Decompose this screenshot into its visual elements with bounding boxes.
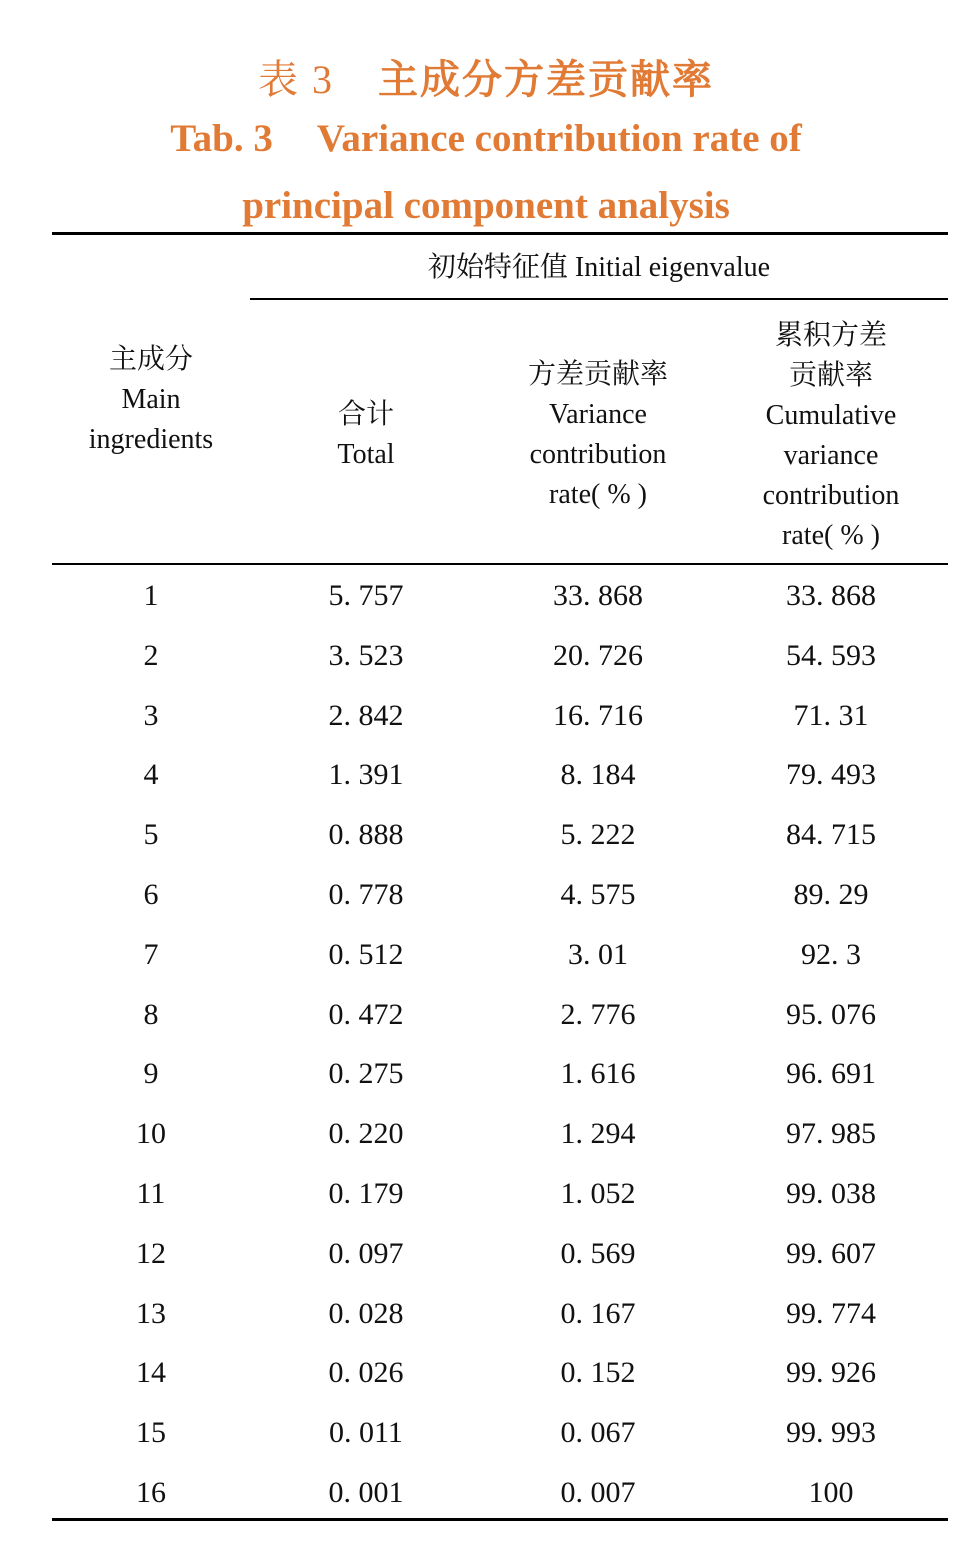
table-row — [52, 1104, 948, 1164]
table-caption-en-line1 — [0, 116, 972, 161]
component-number-cell: 11 — [136, 1176, 166, 1210]
cumulative-rate-cell: 96. 691 — [786, 1057, 876, 1091]
total-value-cell: 0. 097 — [328, 1236, 404, 1270]
variance-rate-cell: 33. 868 — [553, 579, 643, 612]
table-row — [52, 1463, 948, 1523]
header-cn: 贡献率 — [788, 360, 873, 391]
variance-rate-cell: 16. 716 — [553, 698, 643, 732]
header-cn: 累积方差 — [774, 320, 887, 351]
component-number-cell: 12 — [136, 1236, 166, 1270]
cumulative-rate-cell: 97. 985 — [786, 1117, 876, 1151]
component-number-cell: 9 — [143, 1057, 159, 1091]
group-header-rule — [250, 298, 948, 300]
table-caption-cn — [0, 48, 972, 105]
total-value-cell: 0. 001 — [328, 1475, 404, 1509]
cumulative-rate-cell: 92. 3 — [801, 937, 861, 971]
total-value-cell: 0. 220 — [328, 1117, 404, 1151]
variance-rate-cell: 1. 052 — [560, 1176, 636, 1210]
component-number-cell: 10 — [136, 1117, 166, 1151]
caption-title-en-line2: principal component analysis — [242, 184, 730, 227]
component-number-cell: 5 — [143, 818, 159, 852]
total-value-cell: 0. 028 — [328, 1296, 404, 1330]
table-row — [52, 566, 948, 626]
variance-rate-cell: 1. 294 — [560, 1117, 636, 1151]
component-number-cell: 16 — [136, 1475, 166, 1509]
header-en: contribution — [529, 439, 667, 470]
variance-rate-cell: 1. 616 — [560, 1057, 636, 1091]
variance-rate-cell: 0. 569 — [560, 1236, 636, 1270]
total-value-cell: 0. 472 — [328, 997, 404, 1031]
column-header-variance-contribution-rate — [482, 355, 714, 515]
caption-title-en-line1: Variance contribution rate of — [316, 117, 802, 160]
table-body — [52, 566, 948, 1523]
variance-rate-cell: 8. 184 — [560, 758, 636, 792]
table-row — [52, 686, 948, 746]
component-number-cell: 6 — [143, 877, 159, 911]
table-row — [52, 626, 948, 686]
table-bottom-rule — [52, 1518, 948, 1521]
header-en: contribution — [762, 480, 900, 511]
total-value-cell: 0. 888 — [328, 818, 404, 852]
component-number-cell: 8 — [143, 997, 159, 1031]
total-value-cell: 0. 512 — [328, 937, 404, 971]
component-number-cell: 14 — [136, 1356, 166, 1390]
table-row — [52, 1044, 948, 1104]
table-row — [52, 985, 948, 1045]
table-row — [52, 865, 948, 925]
total-value-cell: 0. 275 — [328, 1057, 404, 1091]
table-row — [52, 805, 948, 865]
table-top-rule — [52, 232, 948, 235]
caption-label-cn: 表 3 — [258, 57, 334, 102]
cumulative-rate-cell: 99. 607 — [786, 1236, 876, 1270]
total-value-cell: 5. 757 — [328, 579, 404, 612]
group-header-initial-eigenvalue: 初始特征值 Initial eigenvalue — [427, 252, 771, 283]
variance-rate-cell: 0. 152 — [560, 1356, 636, 1390]
cumulative-rate-cell: 99. 926 — [786, 1356, 876, 1390]
total-value-cell: 0. 778 — [328, 877, 404, 911]
column-header-main-ingredients — [52, 340, 250, 460]
header-en: rate( % ) — [549, 479, 647, 510]
total-value-cell: 1. 391 — [328, 758, 404, 792]
variance-rate-cell: 4. 575 — [560, 877, 636, 911]
variance-rate-cell: 20. 726 — [553, 638, 643, 672]
cumulative-rate-cell: 54. 593 — [786, 638, 876, 672]
total-value-cell: 0. 179 — [328, 1176, 404, 1210]
variance-rate-cell: 0. 007 — [560, 1475, 636, 1509]
header-cn: 合计 — [337, 399, 394, 430]
cumulative-rate-cell: 79. 493 — [786, 758, 876, 792]
cumulative-rate-cell: 100 — [808, 1475, 854, 1509]
header-bottom-rule — [52, 563, 948, 565]
header-en: Variance — [549, 399, 647, 430]
variance-rate-cell: 2. 776 — [560, 997, 636, 1031]
component-number-cell: 4 — [143, 758, 159, 792]
table-row — [52, 925, 948, 985]
cumulative-rate-cell: 99. 038 — [786, 1176, 876, 1210]
header-cn: 主成分 — [108, 344, 193, 375]
cumulative-rate-cell: 89. 29 — [793, 877, 869, 911]
caption-label-en: Tab. 3 — [170, 117, 273, 160]
variance-rate-cell: 5. 222 — [560, 818, 636, 852]
cumulative-rate-cell: 84. 715 — [786, 818, 876, 852]
cumulative-rate-cell: 99. 993 — [786, 1416, 876, 1450]
variance-rate-cell: 3. 01 — [568, 937, 628, 971]
column-header-total — [250, 395, 482, 475]
header-en: Total — [337, 439, 395, 470]
component-number-cell: 2 — [143, 638, 159, 672]
component-number-cell: 15 — [136, 1416, 166, 1450]
variance-rate-cell: 0. 167 — [560, 1296, 636, 1330]
table-row — [52, 745, 948, 805]
component-number-cell: 7 — [143, 937, 159, 971]
component-number-cell: 13 — [136, 1296, 166, 1330]
cumulative-rate-cell: 95. 076 — [786, 997, 876, 1031]
header-en: Main — [121, 384, 181, 415]
table-row — [52, 1164, 948, 1224]
component-number-cell: 1 — [143, 579, 159, 612]
caption-title-cn: 主成分方差贡献率 — [378, 57, 714, 102]
table-row — [52, 1224, 948, 1284]
column-header-cumulative-variance — [714, 316, 948, 556]
total-value-cell: 3. 523 — [328, 638, 404, 672]
header-en: Cumulative — [765, 400, 897, 431]
table-row — [52, 1343, 948, 1403]
header-en: variance — [783, 440, 879, 471]
variance-rate-cell: 0. 067 — [560, 1416, 636, 1450]
cumulative-rate-cell: 71. 31 — [793, 698, 869, 732]
header-en: ingredients — [88, 424, 214, 455]
table-caption-en-line2 — [0, 183, 972, 228]
component-number-cell: 3 — [143, 698, 159, 732]
header-cn: 方差贡献率 — [527, 359, 668, 390]
total-value-cell: 2. 842 — [328, 698, 404, 732]
table-row — [52, 1403, 948, 1463]
total-value-cell: 0. 026 — [328, 1356, 404, 1390]
cumulative-rate-cell: 33. 868 — [786, 579, 876, 612]
header-en: rate( % ) — [782, 520, 880, 551]
table-row — [52, 1284, 948, 1344]
cumulative-rate-cell: 99. 774 — [786, 1296, 876, 1330]
total-value-cell: 0. 011 — [329, 1416, 403, 1450]
